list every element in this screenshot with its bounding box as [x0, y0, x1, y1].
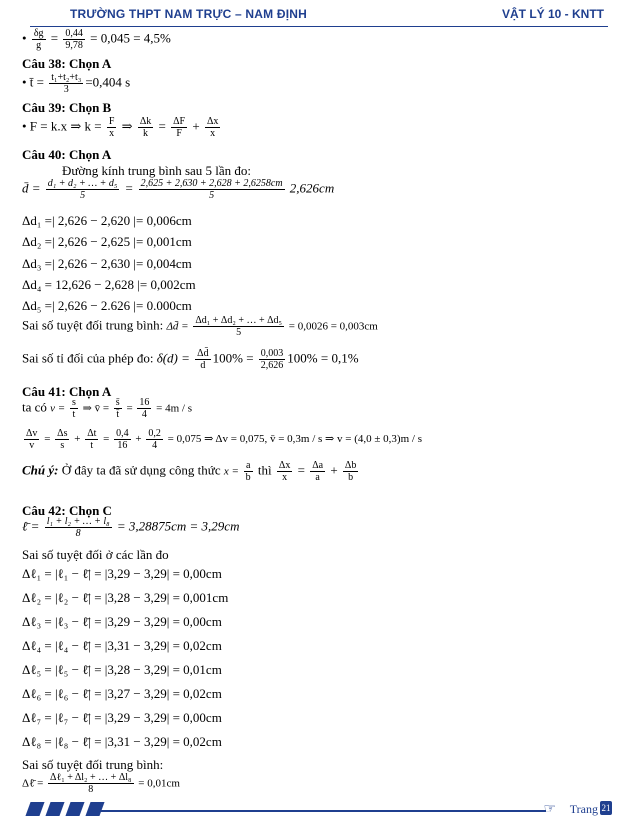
line-relative-error-d: Sai số tỉ đối của phép đo: δ(d) = $\frac{\Delta d̄}{d̄}$ 100% = $\frac{0,003}{2,626}$ 100% = 0,1% [22, 348, 359, 371]
line-mean-absolute-error: Sai số tuyệt đối trung bình: Δd̄ = $\frac{\text{Δd₁ + Δd₂ + … + Δd₅}}{5}$ = 0,0026 = 0,003cm [22, 315, 378, 338]
footer-divider [100, 810, 546, 812]
line-mean-length: ℓ̄ = $\frac{\text{l₁ + l₂ + … + l₈}}{8}$ = 3,28875cm = 3,29cm [22, 516, 240, 539]
line-delta-l3: Δℓ₃ = |ℓ₃ − ℓ̄| = |3,29 − 3,29| = 0,00cm [22, 614, 222, 629]
line-delta-d1: Δd₁ =| 2,626 − 2,620 |= 0,006cm [22, 213, 192, 228]
line-velocity-error: $\frac{\Delta v}{v}$ = $\frac{\Delta s}{s}$ + $\frac{\Delta t}{t}$ = $\frac{0,4}{16}$ + $\frac{0,2}{4}$ = 0,075 ⇒ Δv = 0,075, v̄ = 0,3m / s ⇒ v = (4,0 ± 0,3)m / s [26, 428, 422, 451]
question-40-heading: Câu 40: Chọn A [22, 147, 112, 162]
line-mean-error-intro: Sai số tuyệt đối trung bình: [22, 757, 164, 772]
question-38-heading: Câu 38: Chọn A [22, 56, 112, 71]
pointing-hand-icon: ☞ [543, 802, 556, 817]
question-42-heading: Câu 42: Chọn C [22, 503, 112, 518]
line-delta-l5: Δℓ₅ = |ℓ₅ − ℓ̄| = |3,28 − 3,29| = 0,01cm [22, 662, 222, 677]
page-label: Trang [569, 802, 598, 816]
line-velocity: ta có v = $\frac{s}{t}$ ⇒ v̄ = $\frac{s̄}{t̄}$ = $\frac{16}{4}$ = 4m / s [22, 397, 193, 420]
line-mean-length-error: Δℓ̄ = $\frac{\text{Δℓ₁ + Δl₂ + … + Δl₈}}{8}$ = 0,01cm [22, 772, 180, 795]
question-41-heading: Câu 41: Chọn A [22, 384, 112, 399]
line-absolute-errors-intro: Sai số tuyệt đối ở các lần đo [22, 547, 169, 562]
line-delta-l7: Δℓ₇ = |ℓ₇ − ℓ̄| = |3,29 − 3,29| = 0,00cm [22, 710, 222, 725]
line-mean-diameter-intro: Đường kính trung bình sau 5 lần đo: [62, 163, 252, 178]
line-delta-d4: Δd₄ = 12,626 − 2,628 |= 0,002cm [22, 277, 196, 292]
page-number: 21 [601, 803, 611, 813]
line-delta-l8: Δℓ₈ = |ℓ₈ − ℓ̄| = |3,31 − 3,29| = 0,02cm [22, 734, 222, 749]
question-39-heading: Câu 39: Chọn B [22, 100, 112, 115]
line-delta-l2: Δℓ₂ = |ℓ₂ − ℓ̄| = |3,28 − 3,29| = 0,001cm [22, 590, 229, 605]
line-spring-constant: • F = k.x ⇒ k = $\frac{F}{x}$ ⇒ $\frac{\Delta k}{k}$ = $\frac{\Delta F}{F}$ + $\frac{\Delta x}{x}$ [22, 116, 219, 139]
school-name: TRƯỜNG THPT NAM TRỰC – NAM ĐỊNH [70, 7, 308, 21]
line-delta-l6: Δℓ₆ = |ℓ₆ − ℓ̄| = |3,27 − 3,29| = 0,02cm [22, 686, 222, 701]
line-delta-l4: Δℓ₄ = |ℓ₄ − ℓ̄| = |3,31 − 3,29| = 0,02cm [22, 638, 222, 653]
line-note-formula: Chú ý: Ở đây ta đã sử dụng công thức x = $\frac{a}{b}$ thì $\frac{\Delta x}{x}$ = $\frac{\Delta a}{a}$ + $\frac{\Delta b}{b}$ [22, 460, 357, 483]
line-delta-d5: Δd₅ =| 2,626 − 2.626 |= 0.000cm [22, 298, 192, 313]
line-mean-diameter: d̄ = $\frac{\text{d₁ + d₂ + … + d₅}}{5}$ = $\frac{2,625 + 2,630 + 2,628 + 2,6258cm}{5}$ 2,626cm [22, 178, 335, 201]
subject-name: VẬT LÝ 10 - KNTT [501, 7, 604, 21]
page-footer [0, 792, 638, 826]
line-delta-d3: Δd₃ =| 2,626 − 2,630 |= 0,004cm [22, 256, 192, 271]
line-delta-d2: Δd₂ =| 2,626 − 2,625 |= 0,001cm [22, 234, 192, 249]
line-delta-l1: Δℓ₁ = |ℓ₁ − ℓ̄| = |3,29 − 3,29| = 0,00cm [22, 566, 222, 581]
page-header [30, 4, 608, 27]
line-relative-error-g: • $\frac{\delta g}{g}$ = $\frac{0,44}{9,78}$ = 0,045 = 4,5% [22, 28, 171, 51]
line-mean-time: • t̄ = $\frac{\text{t₁+t₂+t₃}}{3}$ =0,404 s [22, 72, 131, 95]
